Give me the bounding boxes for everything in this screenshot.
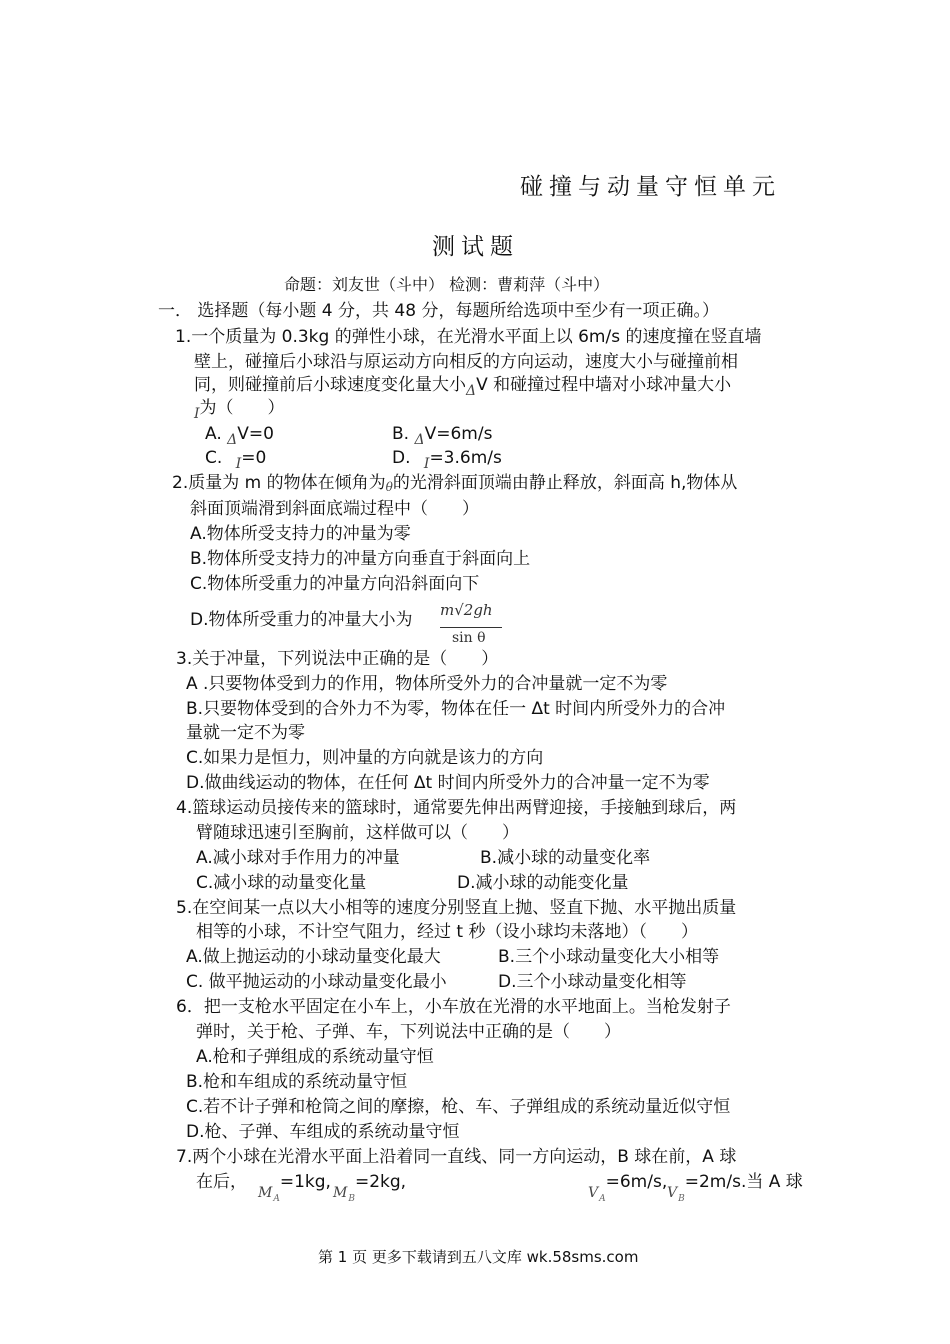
q6-option-a: A.枪和子弹组成的系统动量守恒	[196, 1047, 434, 1067]
q3-option-b-line-2: 量就一定不为零	[186, 723, 305, 743]
q3-option-c: C.如果力是恒力，则冲量的方向就是该力的方向	[186, 748, 544, 768]
q1-line-4: $_I$为（ ）	[194, 398, 285, 422]
page-footer: 第 1 页 更多下载请到五八文库 wk.58sms.com	[318, 1248, 639, 1266]
fraction-denominator: sin θ	[452, 630, 486, 646]
q3-option-d: D.做曲线运动的物体，在任何 Δt 时间内所受外力的合冲量一定不为零	[186, 773, 710, 793]
q4-option-c: C.减小球的动量变化量	[196, 873, 367, 893]
q1-line-2: 壁上，碰撞后小球沿与原运动方向相反的方向运动，速度大小与碰撞前相	[194, 352, 738, 372]
q4-line-2: 臂随球迅速引至胸前，这样做可以（ ）	[196, 823, 519, 843]
q7-line-1: 7.两个小球在光滑水平面上沿着同一直线、同一方向运动，B 球在前，A 球	[176, 1147, 737, 1167]
q3-option-b-line-1: B.只要物体受到的合外力不为零，物体在任一 Δt 时间内所受外力的合冲	[186, 699, 726, 719]
q7-mass-a: $_{MA}$=1kg,	[258, 1172, 331, 1204]
q4-option-b: B.减小球的动量变化率	[480, 848, 651, 868]
q5-line-2: 相等的小球，不计空气阻力，经过 t 秒（设小球均未落地）（ ）	[196, 922, 698, 942]
title-line-2: 测试题	[432, 234, 519, 260]
q1-option-a: A. $_\Delta$V=0	[205, 424, 274, 448]
q4-option-a: A.减小球对手作用力的冲量	[196, 848, 400, 868]
q1-line-1: 1.一个质量为 0.3kg 的弹性小球，在光滑水平面上以 6m/s 的速度撞在竖直墙	[175, 327, 762, 347]
q7-mass-b: $_{MB}$=2kg,	[333, 1172, 407, 1204]
q1-option-b: B. $_\Delta$V=6m/s	[392, 424, 493, 448]
q6-line-2: 弹时，关于枪、子弹、车，下列说法中正确的是（ ）	[196, 1022, 621, 1042]
q5-option-c: C. 做平抛运动的小球动量变化最小	[186, 972, 447, 992]
q2-line-1: 2.质量为 m 的物体在倾角为θ的光滑斜面顶端由静止释放，斜面高 h,物体从	[172, 473, 738, 494]
impulse-fraction	[440, 601, 504, 649]
q1-option-d: D. $_I$=3.6m/s	[392, 448, 502, 472]
q5-option-d: D.三个小球动量变化相等	[498, 972, 687, 992]
q7-velocity-b: $_{VB}$=2m/s.当 A 球	[667, 1172, 803, 1204]
q4-line-1: 4.篮球运动员接传来的篮球时，通常要先伸出两臂迎接，手接触到球后，两	[176, 798, 737, 818]
q2-option-b: B.物体所受支持力的冲量方向垂直于斜面向上	[190, 549, 531, 569]
q2-option-c: C.物体所受重力的冲量方向沿斜面向下	[190, 574, 480, 594]
fraction-bar	[440, 627, 502, 628]
q6-option-c: C.若不计子弹和枪筒之间的摩擦，枪、车、子弹组成的系统动量近似守恒	[186, 1097, 731, 1117]
section-heading: 一． 选择题（每小题 4 分，共 48 分，每题所给选项中至少有一项正确。）	[158, 301, 719, 321]
q7-velocity-a: $_{VA}$=6m/s,	[588, 1172, 668, 1204]
credit-line: 命题：刘友世（斗中） 检测：曹莉萍（斗中）	[284, 275, 610, 294]
q5-option-a: A.做上抛运动的小球动量变化最大	[186, 947, 441, 967]
delta-symbol: Δ	[466, 383, 477, 399]
impulse-symbol: I	[194, 406, 200, 422]
q3-line-1: 3.关于冲量，下列说法中正确的是（ ）	[176, 649, 499, 669]
q2-line-2: 斜面顶端滑到斜面底端过程中（ ）	[190, 499, 479, 519]
q4-option-d: D.减小球的动能变化量	[457, 873, 629, 893]
q1-line-3: 同，则碰撞前后小球速度变化量大小$_\Delta$V 和碰撞过程中墙对小球冲量大小	[194, 375, 732, 399]
fraction-numerator: m√2gh	[440, 601, 493, 619]
q5-line-1: 5.在空间某一点以大小相等的速度分别竖直上抛、竖直下抛、水平抛出质量	[176, 898, 737, 918]
q3-option-a: A .只要物体受到力的作用，物体所受外力的合冲量就一定不为零	[186, 674, 668, 694]
q2-option-a: A.物体所受支持力的冲量为零	[190, 524, 411, 544]
q7-line-2-start: 在后，	[196, 1172, 247, 1192]
q6-line-1: 6．把一支枪水平固定在小车上，小车放在光滑的水平地面上。当枪发射子	[176, 997, 731, 1017]
theta-symbol: θ	[385, 480, 393, 494]
q2-option-d: D.物体所受重力的冲量大小为	[190, 610, 413, 630]
q6-option-b: B.枪和车组成的系统动量守恒	[186, 1072, 408, 1092]
q1-option-c: C. $_I$=0	[205, 448, 267, 472]
q5-option-b: B.三个小球动量变化大小相等	[498, 947, 720, 967]
title-line-1: 碰撞与动量守恒单元	[520, 174, 781, 200]
q6-option-d: D.枪、子弹、车组成的系统动量守恒	[186, 1122, 460, 1142]
